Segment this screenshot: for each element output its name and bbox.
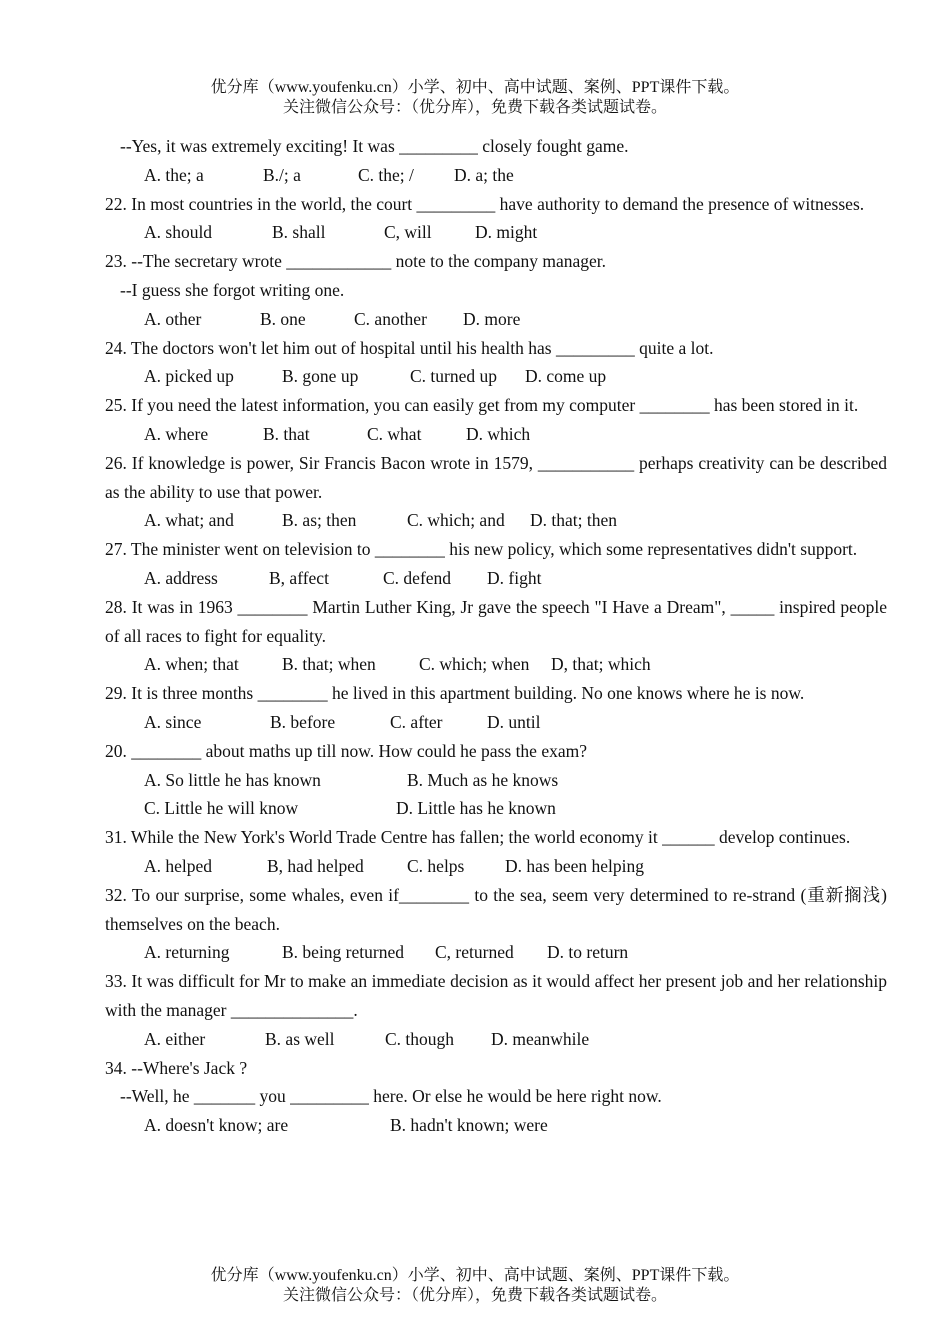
dialogue-reply: --Yes, it was extremely exciting! It was _________ closely fought game. [120,136,629,156]
option-d: D. meanwhile [491,1028,590,1049]
option-b: B. Much as he knows [407,769,559,790]
option-b: B. before [270,711,336,732]
option-d: D. might [475,222,538,243]
options-row [105,766,887,795]
option-d: D. which [466,423,531,444]
options-row [105,1111,887,1140]
options-row [105,852,887,881]
footer-line-2: 关注微信公众号：（优分库），免费下载各类试题试卷。 [282,1287,667,1304]
option-a: A. address [144,567,218,588]
option-a: A. helped [144,855,213,876]
option-c: C. defend [383,567,452,588]
footer-line-1: 优分库（www.youfenku.cn）小学、初中、高中试题、案例、PPT课件下载。 [210,1267,740,1284]
option-c: C. what [367,423,422,444]
option-a: A. where [144,423,209,444]
option-a: A. So little he has known [144,769,321,790]
option-a: A. either [144,1028,206,1049]
option-d: D. more [463,308,521,329]
question-24: 24. The doctors won't let him out of hospital until his health has _________ quite a lot. [105,337,714,358]
header-line-2: 关注微信公众号：（优分库），免费下载各类试题试卷。 [282,99,667,116]
option-c: C. turned up [410,366,498,387]
option-c: C. which; and [407,510,505,531]
question-29: 29. It is three months ________ he lived in this apartment building. No one knows where he is now. [105,683,805,704]
dialogue-reply: --Well, he _______ you _________ here. Or else he would be here right now. [120,1086,662,1107]
option-b: B. being returned [282,942,404,963]
option-b: B. one [260,308,306,329]
option-c: C. another [354,308,427,329]
option-d: D, that; which [551,654,651,675]
options-row [105,362,887,391]
question-30: 20. ________ about maths up till now. How could he pass the exam? [105,740,587,761]
header-line-1: 优分库（www.youfenku.cn）小学、初中、高中试题、案例、PPT课件下载。 [210,79,740,96]
option-b: B. as well [265,1028,335,1049]
question-23: 23. --The secretary wrote ____________ note to the company manager. [105,251,607,272]
option-c: C. helps [407,855,465,876]
options-row [105,1025,887,1054]
option-b: B. as; then [282,510,357,531]
options-row [105,420,887,449]
options-row [105,564,887,593]
option-c: C. though [385,1028,455,1049]
option-a: A. since [144,711,202,732]
question-34: 34. --Where's Jack ? [105,1057,248,1078]
option-d: D. come up [525,366,607,387]
question-27: 27. The minister went on television to ________ his new policy, which some representatives didn't support. [105,539,858,560]
question-22: 22. In most countries in the world, the court _________ have authority to demand the presence of witnesses. [105,193,865,214]
option-a: A. should [144,222,213,243]
option-b: B. that [263,423,310,444]
dialogue-reply: --I guess she forgot writing one. [120,279,345,300]
question-28: 28. It was in 1963 ________ Martin Luther King, Jr gave the speech "I Have a Dream", _____ inspired people of all races to fight for equality. [105,596,887,646]
page-footer [0,1266,950,1306]
options-row [105,794,887,823]
options-row [105,506,887,535]
option-c: C. after [390,711,443,732]
options-row [105,218,887,247]
option-d: D. fight [487,567,542,588]
option-a: A. when; that [144,654,239,675]
option-a: A. returning [144,942,230,963]
question-25: 25. If you need the latest information, you can easily get from my computer ________ has been stored in it. [105,395,859,416]
option-a: A. doesn't know; are [144,1115,289,1136]
options-row [105,708,887,737]
option-d: D. has been helping [505,855,644,876]
option-c: C. Little he will know [144,798,299,819]
option-c: C. the; / [358,164,414,185]
option-b: B, affect [269,567,329,588]
options-row [105,305,887,334]
options-row [105,938,887,967]
options-row [105,161,887,190]
option-b: B. that; when [282,654,376,675]
question-32: 32. To our surprise, some whales, even if________ to the sea, seem very determined to re-strand (重新搁浅) themselves on the beach. [105,884,887,934]
option-c: C. which; when [419,654,530,675]
page-header [0,78,950,118]
option-c: C, will [384,222,432,243]
option-d: D. a; the [454,164,514,185]
options-row [105,650,887,679]
option-a: A. what; and [144,510,234,531]
option-d: D. that; then [530,510,617,531]
option-b: B. hadn't known; were [390,1115,548,1136]
option-d: D. until [487,711,541,732]
option-a: A. picked up [144,366,234,387]
question-31: 31. While the New York's World Trade Centre has fallen; the world economy it ______ develop continues. [105,827,851,848]
option-b: B. shall [272,222,326,243]
option-b: B./; a [263,164,301,185]
question-list [105,132,887,1140]
option-d: D. Little has he known [396,798,556,819]
option-b: B. gone up [282,366,359,387]
option-c: C, returned [435,942,514,963]
question-26: 26. If knowledge is power, Sir Francis Bacon wrote in 1579, ___________ perhaps creativity can be described as the ability to use that power. [105,452,887,502]
option-a: A. the; a [144,164,204,185]
option-b: B, had helped [267,855,364,876]
question-33: 33. It was difficult for Mr to make an immediate decision as it would affect her present job and her relationship with the manager ______________. [105,971,887,1020]
option-a: A. other [144,308,202,329]
option-d: D. to return [547,942,629,963]
